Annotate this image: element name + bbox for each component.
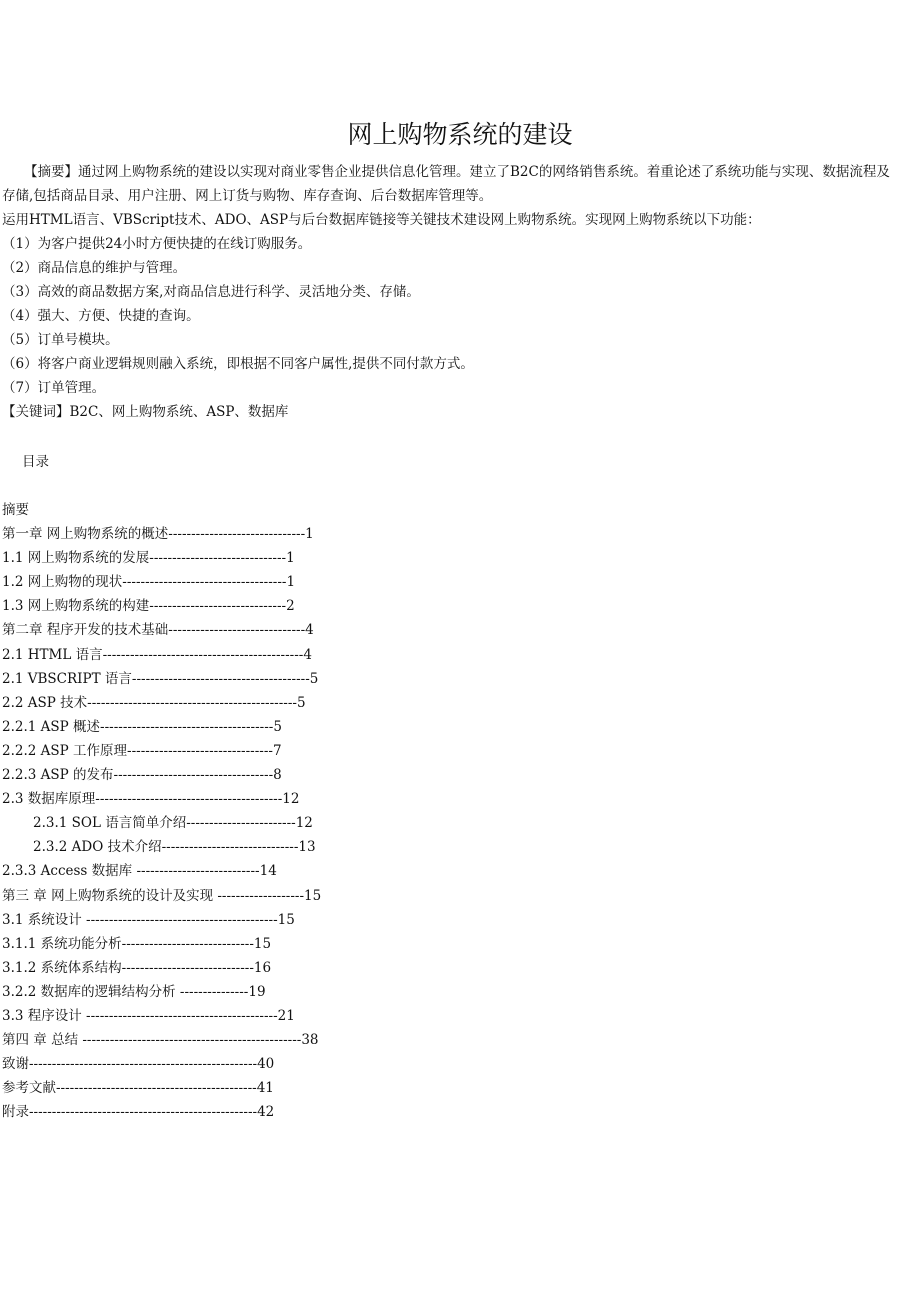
toc-entry: 3.2.2 数据库的逻辑结构分析 ---------------19 <box>2 983 266 1000</box>
feature-item: （7）订单管理。 <box>2 380 106 396</box>
toc-entry: 第一章 网上购物系统的概述------------------------------1 <box>2 526 314 543</box>
toc-entry: 第三 章 网上购物系统的设计及实现 -------------------15 <box>2 887 322 904</box>
feature-item: （3）高效的商品数据方案,对商品信息进行科学、灵活地分类、存储。 <box>2 284 420 300</box>
abstract-text: 通过网上购物系统的建设以实现对商业零售企业提供信息化管理。建立了B2C的网络销售系统。着重论述了系统功能与实现、数据流程及存储,包括商品目录、用户注册、网上订货与购物、库存查询、后台数据库管理等。 <box>2 164 890 204</box>
toc-entry: 2.3.2 ADO 技术介绍------------------------------13 <box>33 839 316 856</box>
toc-entry: 参考文献--------------------------------------------41 <box>2 1080 274 1097</box>
toc-entry: 1.3 网上购物系统的构建------------------------------2 <box>2 598 295 615</box>
abstract-paragraph <box>2 160 898 208</box>
feature-item: （5）订单号模块。 <box>2 332 119 348</box>
toc-entry: 2.3 数据库原理-----------------------------------------12 <box>2 791 300 808</box>
feature-item: （1）为客户提供24小时方便快捷的在线订购服务。 <box>2 236 312 252</box>
table-of-contents <box>2 498 321 1124</box>
toc-entry: 第二章 程序开发的技术基础------------------------------4 <box>2 622 314 639</box>
toc-entry: 1.1 网上购物系统的发展------------------------------1 <box>2 550 295 567</box>
toc-entry: 2.2.3 ASP 的发布-----------------------------------8 <box>2 767 282 784</box>
abstract-section <box>2 160 898 424</box>
toc-entry: 2.1 HTML 语言--------------------------------------------4 <box>2 646 312 663</box>
toc-entry: 3.3 程序设计 ------------------------------------------21 <box>2 1007 295 1024</box>
feature-item: （2）商品信息的维护与管理。 <box>2 260 187 276</box>
toc-entry: 2.1 VBSCRIPT 语言---------------------------------------5 <box>2 670 319 687</box>
page-title: 网上购物系统的建设 <box>347 120 573 149</box>
toc-entry: 3.1 系统设计 ------------------------------------------15 <box>2 911 295 928</box>
toc-entry: 附录--------------------------------------------------42 <box>2 1104 275 1121</box>
toc-entry: 2.3.3 Access 数据库 ---------------------------14 <box>2 863 277 880</box>
toc-entry: 2.2.1 ASP 概述--------------------------------------5 <box>2 718 282 735</box>
toc-entry: 摘要 <box>2 502 29 518</box>
toc-entry: 3.1.1 系统功能分析-----------------------------15 <box>2 935 272 952</box>
toc-entry: 3.1.2 系统体系结构-----------------------------16 <box>2 959 272 976</box>
toc-title: 目录 <box>22 454 49 470</box>
abstract-intro: 运用HTML语言、VBScript技术、ADO、ASP与后台数据库链接等关键技术建设网上购物系统。实现网上购物系统以下功能： <box>2 212 761 228</box>
feature-item: （4）强大、方便、快捷的查询。 <box>2 308 200 324</box>
feature-item: （6）将客户商业逻辑规则融入系统，即根据不同客户属性,提供不同付款方式。 <box>2 356 474 372</box>
toc-entry: 第四 章 总结 ------------------------------------------------38 <box>2 1032 319 1049</box>
toc-entry: 2.2.2 ASP 工作原理--------------------------------7 <box>2 742 282 759</box>
toc-entry: 2.2 ASP 技术----------------------------------------------5 <box>2 694 306 711</box>
abstract-label: 【摘要】 <box>24 164 78 180</box>
toc-entry: 2.3.1 SOL 语言简单介绍------------------------12 <box>33 815 313 832</box>
toc-entry: 致谢--------------------------------------------------40 <box>2 1056 275 1073</box>
keywords: 【关键词】B2C、网上购物系统、ASP、数据库 <box>2 404 289 420</box>
toc-entry: 1.2 网上购物的现状------------------------------------1 <box>2 574 296 591</box>
